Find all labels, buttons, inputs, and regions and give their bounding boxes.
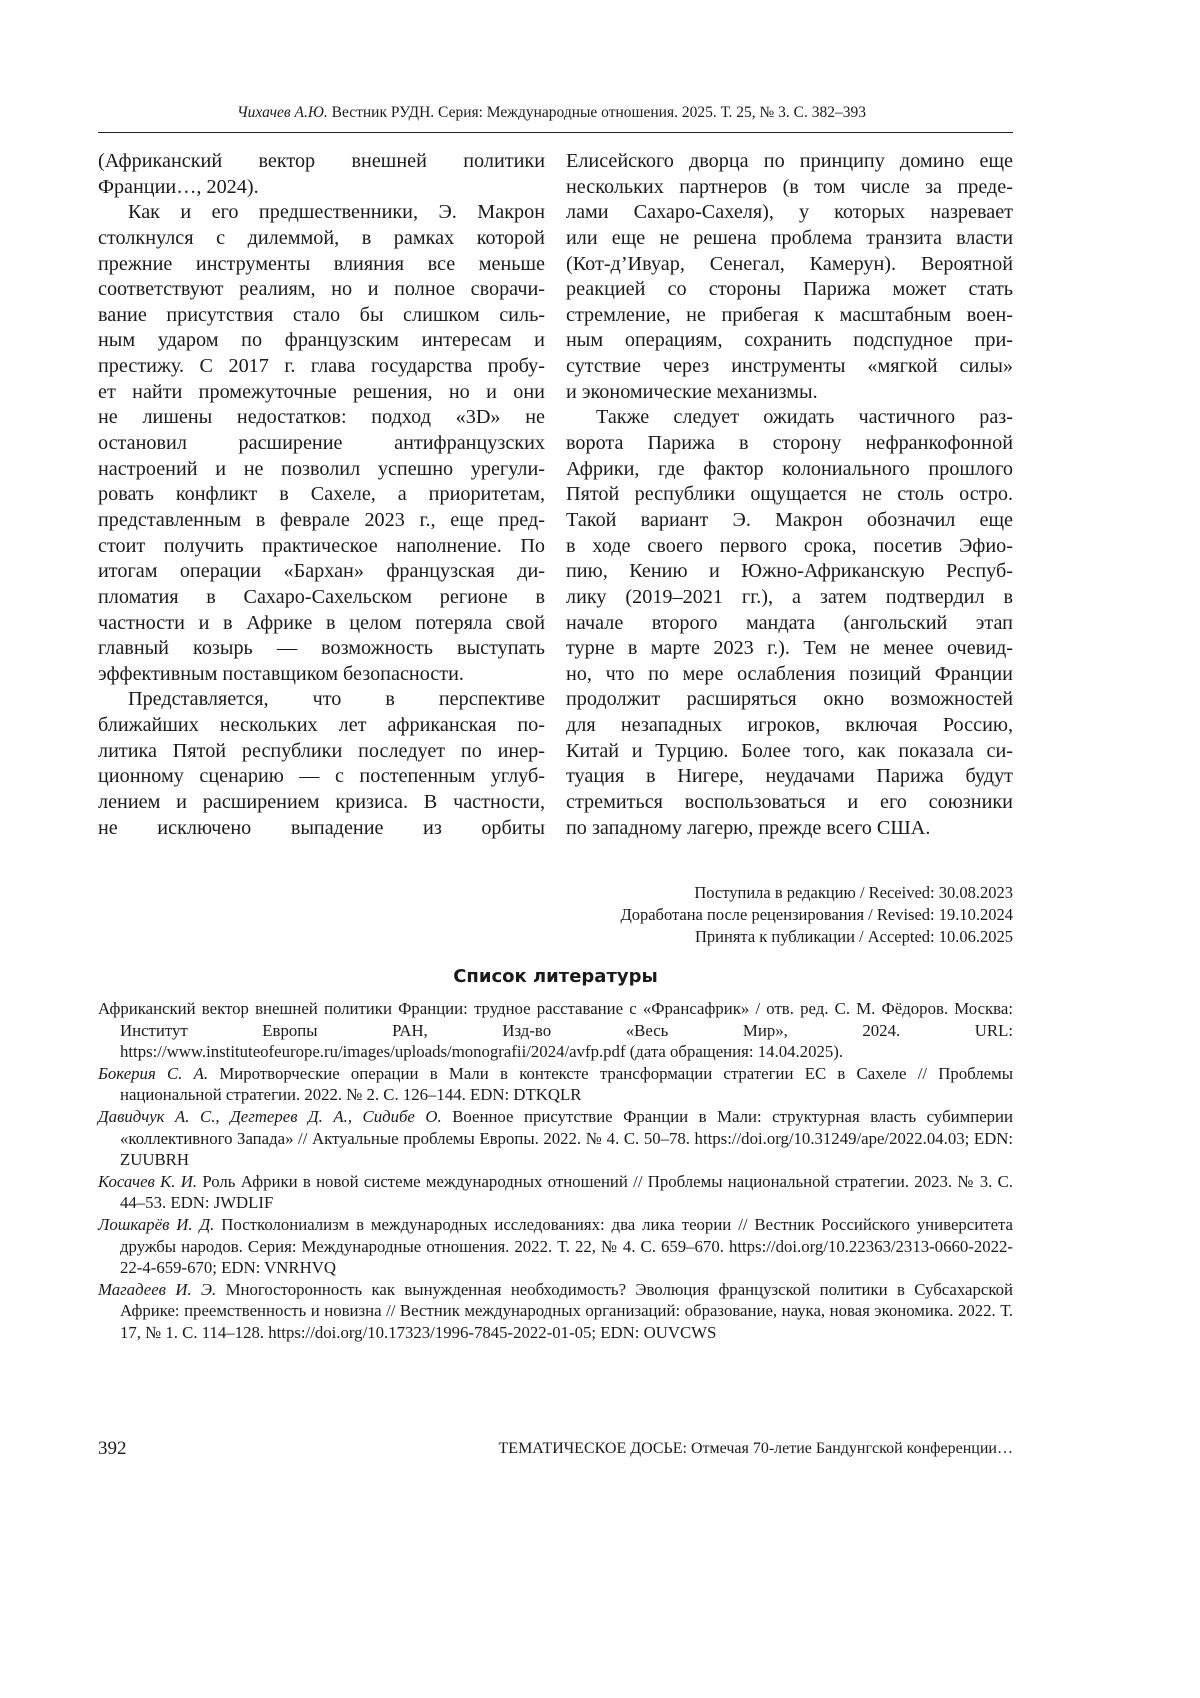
reference-item — [98, 1106, 1013, 1171]
text-line: по западному лагерю, прежде всего США. — [566, 816, 1013, 842]
text-line: ционному сценарию — с постепенным углуб- — [98, 764, 545, 790]
text-line: начале второго мандата (ангольский этап — [566, 611, 1013, 637]
text-line: нескольких партнеров (в том числе за преде- — [566, 175, 1013, 201]
text-line: или еще не решена проблема транзита власти — [566, 226, 1013, 252]
reference-item — [98, 1063, 1013, 1106]
text-line: лами Сахаро-Сахеля), у которых назревает — [566, 200, 1013, 226]
reference-authors: Косачев К. И. — [98, 1172, 197, 1191]
text-line: (Кот-д’Ивуар, Сенегал, Камерун). Вероятной — [566, 252, 1013, 278]
reference-text: Военное присутствие Франции в Мали: структурная власть субимперии «коллективного Запада» // Актуальные проблемы Европы. 2022. № 4. С. 50–78. https://doi.org/10.31249/ape/2022.04.03; EDN: ZUUBRH — [120, 1107, 1013, 1169]
text-line: не исключено выпадение из орбиты — [98, 816, 545, 842]
header-rule — [98, 132, 1013, 133]
reference-item — [98, 1171, 1013, 1214]
text-line: остановил расширение антифранцузских — [98, 431, 545, 457]
text-line: ет найти промежуточные решения, но и они — [98, 380, 545, 406]
text-line: пломатия в Сахаро-Сахельском регионе в — [98, 585, 545, 611]
text-line: ным операциям, сохранить подспудное при- — [566, 328, 1013, 354]
text-line: но, что по мере ослабления позиций Франции — [566, 662, 1013, 688]
text-line: турне в марте 2023 г.). Тем не менее очевид- — [566, 636, 1013, 662]
reference-item — [98, 998, 1013, 1063]
text-line: итогам операции «Бархан» французская ди- — [98, 559, 545, 585]
text-line: Африки, где фактор колониального прошлого — [566, 457, 1013, 483]
text-line: (Африканский вектор внешней политики — [98, 149, 545, 175]
references-heading: Список литературы — [98, 966, 1013, 987]
reference-authors: Бокерия С. А. — [98, 1064, 208, 1083]
text-line: главный козырь — возможность выступать — [98, 636, 545, 662]
text-line: соответствуют реалиям, но и полное сворачи- — [98, 277, 545, 303]
reference-item — [98, 1279, 1013, 1344]
text-line: Также следует ожидать частичного раз- — [566, 405, 1013, 431]
text-line: ворота Парижа в сторону нефранкофонной — [566, 431, 1013, 457]
text-line: ближайших нескольких лет африканская по- — [98, 713, 545, 739]
left-column — [98, 149, 545, 841]
text-line: реакцией со стороны Парижа может стать — [566, 277, 1013, 303]
text-line: ровать конфликт в Сахеле, а приоритетам, — [98, 482, 545, 508]
text-line: частности и в Африке в целом потеряла свой — [98, 611, 545, 637]
text-line: прежние инструменты влияния все меньше — [98, 252, 545, 278]
text-line: туация в Нигере, неудачами Парижа будут — [566, 764, 1013, 790]
date-revised: Доработана после рецензирования / Revised: 19.10.2024 — [620, 904, 1013, 926]
footer-section: ТЕМАТИЧЕСКОЕ ДОСЬЕ: Отмечая 70-летие Бандунгской конференции… — [499, 1440, 1013, 1458]
submission-dates — [620, 882, 1013, 948]
text-line: для незападных игроков, включая Россию, — [566, 713, 1013, 739]
reference-authors: Лошкарёв И. Д. — [98, 1215, 214, 1234]
text-line: эффективным поставщиком безопасности. — [98, 662, 545, 688]
text-line: Елисейского дворца по принципу домино еще — [566, 149, 1013, 175]
text-line: и экономические механизмы. — [566, 380, 1013, 406]
date-received: Поступила в редакцию / Received: 30.08.2023 — [620, 882, 1013, 904]
header-author: Чихачев А.Ю. — [237, 104, 328, 121]
text-line: представленным в феврале 2023 г., еще пред- — [98, 508, 545, 534]
right-column — [566, 149, 1013, 841]
text-line: престижу. С 2017 г. глава государства пробу- — [98, 354, 545, 380]
references-list — [98, 998, 1013, 1344]
running-header — [90, 104, 1013, 122]
reference-text: Роль Африки в новой системе международных отношений // Проблемы национальной стратегии. 2023. № 3. С. 44–53. EDN: JWDLIF — [120, 1172, 1013, 1213]
text-line: вание присутствия стало бы слишком силь- — [98, 303, 545, 329]
text-line: лением и расширением кризиса. В частности, — [98, 790, 545, 816]
reference-item — [98, 1214, 1013, 1279]
page-number: 392 — [98, 1438, 127, 1460]
date-accepted: Принята к публикации / Accepted: 10.06.2025 — [620, 926, 1013, 948]
text-line: литика Пятой республики последует по инер- — [98, 739, 545, 765]
reference-text: Миротворческие операции в Мали в контексте трансформации стратегии ЕС в Сахеле // Проблемы национальной стратегии. 2022. № 2. С. 126–144. EDN: DTKQLR — [120, 1064, 1013, 1105]
text-line: продолжит расширяться окно возможностей — [566, 687, 1013, 713]
text-line: сутствие через инструменты «мягкой силы» — [566, 354, 1013, 380]
text-line: в ходе своего первого срока, посетив Эфио- — [566, 534, 1013, 560]
reference-authors: Давидчук А. С., Дегтерев Д. А., Сидибе О. — [98, 1107, 442, 1126]
text-line: ным ударом по французским интересам и — [98, 328, 545, 354]
text-line: стремиться воспользоваться и его союзники — [566, 790, 1013, 816]
text-line: столкнулся с дилеммой, в рамках которой — [98, 226, 545, 252]
reference-text: Постколониализм в международных исследованиях: два лика теории // Вестник Российского университета дружбы народов. Серия: Международные отношения. 2022. Т. 22, № 4. С. 659–670. https://doi.org/10.22363/2313-0660-2022-22-4-659-670; EDN: VNRHVQ — [120, 1215, 1013, 1277]
text-line: Как и его предшественники, Э. Макрон — [98, 200, 545, 226]
text-line: Франции…, 2024). — [98, 175, 545, 201]
text-line: стремление, не прибегая к масштабным воен- — [566, 303, 1013, 329]
text-line: стоит получить практическое наполнение. По — [98, 534, 545, 560]
reference-text: Многосторонность как вынужденная необходимость? Эволюция французской политики в Субсахарской Африке: преемственность и новизна // Вестник международных организаций: образование, наука, новая экономика. 2022. Т. 17, № 1. С. 114–128. https://doi.org/10.17323/1996-7845-2022-01-05; EDN: OUVCWS — [120, 1280, 1013, 1342]
reference-text: Африканский вектор внешней политики Франции: трудное расставание с «Франсафрик» / отв. ред. С. М. Фёдоров. Москва: Институт Европы РАН, Изд-во «Весь Мир», 2024. URL: https://www.instituteofeurope.ru/images/uploads/monografii/2024/avfp.pdf (дата обращения: 14.04.2025). — [98, 999, 1013, 1061]
reference-authors: Магадеев И. Э. — [98, 1280, 216, 1299]
text-line: лику (2019–2021 гг.), а затем подтвердил в — [566, 585, 1013, 611]
text-line: Такой вариант Э. Макрон обозначил еще — [566, 508, 1013, 534]
text-line: не лишены недостатков: подход «3D» не — [98, 405, 545, 431]
header-citation: Вестник РУДН. Серия: Международные отношения. 2025. Т. 25, № 3. С. 382–393 — [328, 104, 866, 121]
text-line: настроений и не позволил успешно урегули- — [98, 457, 545, 483]
text-line: Представляется, что в перспективе — [98, 687, 545, 713]
text-line: пию, Кению и Южно-Африканскую Респуб- — [566, 559, 1013, 585]
text-line: Пятой республики ощущается не столь остро. — [566, 482, 1013, 508]
text-line: Китай и Турцию. Более того, как показала си- — [566, 739, 1013, 765]
